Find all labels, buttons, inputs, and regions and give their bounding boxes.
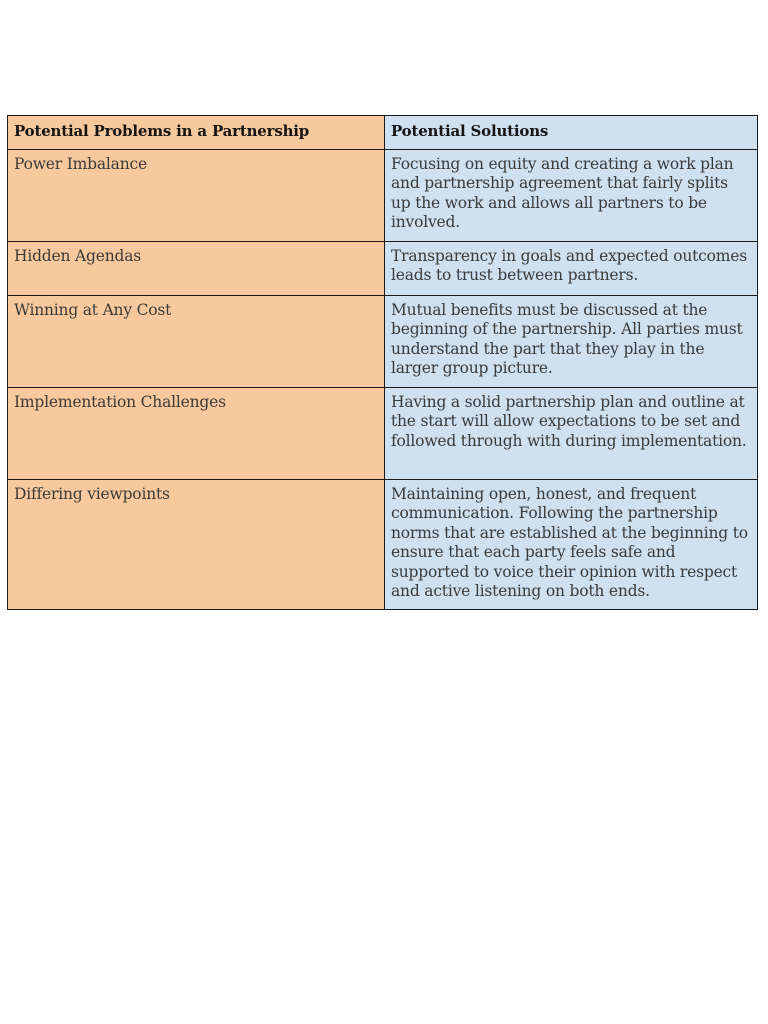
table-row [8, 241, 758, 295]
solution-cell: Transparency in goals and expected outcomes leads to trust between partners. [385, 241, 758, 295]
header-potential-solutions: Potential Solutions [385, 116, 758, 150]
problem-cell: Power Imbalance [8, 149, 385, 241]
table-header-row [8, 116, 758, 150]
solution-cell: Having a solid partnership plan and outline at the start will allow expectations to be set and followed through with during implementation. [385, 387, 758, 479]
table-row [8, 479, 758, 609]
problem-cell: Hidden Agendas [8, 241, 385, 295]
solution-cell: Maintaining open, honest, and frequent communication. Following the partnership norms that are established at the beginning to ensure that each party feels safe and supported to voice their opinion with respect and active listening on both ends. [385, 479, 758, 609]
problem-cell: Differing viewpoints [8, 479, 385, 609]
table-row [8, 295, 758, 387]
problem-cell: Winning at Any Cost [8, 295, 385, 387]
partnership-table [7, 115, 758, 610]
solution-cell: Focusing on equity and creating a work plan and partnership agreement that fairly splits up the work and allows all partners to be involved. [385, 149, 758, 241]
table-row [8, 387, 758, 479]
table-row [8, 149, 758, 241]
partnership-table-container [7, 115, 757, 610]
solution-cell: Mutual benefits must be discussed at the beginning of the partnership. All parties must understand the part that they play in the larger group picture. [385, 295, 758, 387]
header-potential-problems: Potential Problems in a Partnership [8, 116, 385, 150]
problem-cell: Implementation Challenges [8, 387, 385, 479]
